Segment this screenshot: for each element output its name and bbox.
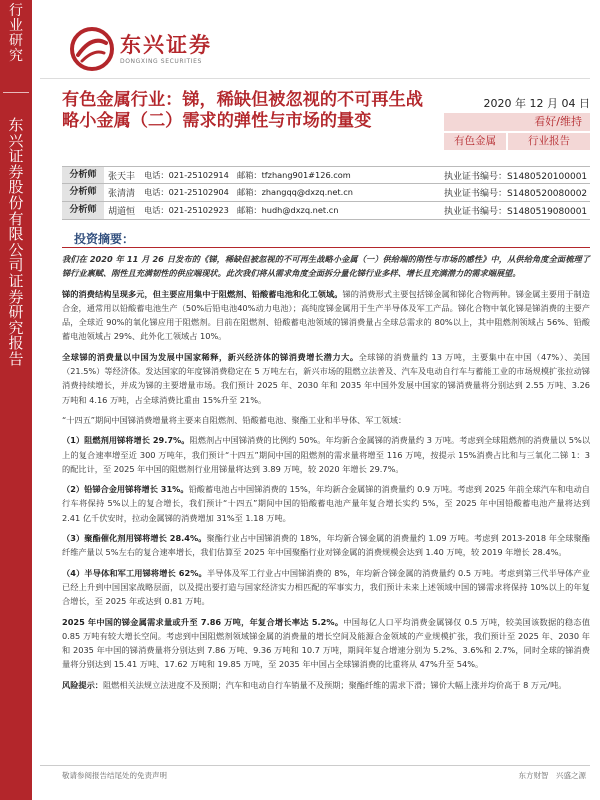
company-char: 东 — [8, 116, 24, 134]
company-char: 公 — [8, 240, 24, 259]
footer-disclaimer: 敬请参阅报告结尾处的免责声明 — [62, 771, 167, 780]
analyst-name: 张清清 — [108, 189, 136, 199]
paragraph-lead: 锑的消费结构呈现多元，但主要应用集中于阻燃剂、铅酸蓄电池和化工领域。 — [62, 288, 343, 299]
paragraph-text: 聚酯行业占中国锑消费的 18%，年均新合锑金属的消费量约 1.09 万吨。考虑到 2013-2018 年全球聚酯纤维产量以 5%左右的复合速率增长，我们估算至 2025 年中国聚酯行业对锑金属的消费规模会达到 1.40 万吨，较 2019 年增长 28.4%。 — [62, 533, 590, 558]
paragraph — [62, 433, 590, 476]
analyst-name: 张天丰 — [108, 171, 136, 182]
company-char: 兴 — [8, 131, 24, 150]
company-char: 份 — [8, 193, 24, 212]
category-char: 业 — [9, 18, 23, 34]
dongxing-logo-icon — [70, 27, 114, 71]
risk-paragraph — [62, 678, 590, 692]
report-type-tag: 行业报告 — [508, 133, 590, 150]
paragraph-lead: （3）聚酯催化剂用锑将增长 28.4%。 — [62, 533, 207, 544]
header-divider — [40, 78, 590, 79]
industry-tag: 有色金属 — [444, 133, 506, 150]
company-char: 报 — [8, 334, 24, 353]
paragraph — [62, 566, 590, 609]
paragraph-text: 阻燃相关法规立法进度不及预期；汽车和电动自行车销量不及预期；聚酯纤维的需求下滑；锑价大幅上涨并均价高于 8 万元/吨。 — [102, 679, 567, 690]
analyst-role: 分析师 — [62, 202, 104, 219]
summary-header — [62, 228, 590, 248]
category-char: 行 — [9, 3, 23, 19]
intro-paragraph: 我们在 2020 年 11 月 26 日发布的《锑，稀缺但被忽视的不可再生战略小金属（一）供给端的刚性与市场的感性》中，从供给角度全面梳理了锑行业禀赋、刚性且充满韧性的供应端现状。此次我们将从需求角度全面拆分量化锑行业多样、增长且充满潜力的需求端展望。 — [62, 254, 590, 279]
category-label — [0, 4, 32, 84]
company-char: 有 — [8, 209, 24, 228]
company-char: 股 — [8, 178, 24, 197]
analyst-cert: 执业证书编号：S1480520080002 — [444, 189, 588, 199]
paragraph: “十四五”期间中国锑消费增量将主要来自阻燃剂、铅酸蓄电池、聚酯工业和半导体、军工领域： — [62, 414, 407, 425]
analyst-cert: 执业证书编号：S1480519080001 — [444, 207, 588, 217]
company-logo — [70, 27, 212, 71]
logo-chinese-name: 东兴证券 — [120, 33, 212, 57]
paragraph-text: 半导体及军工行业占中国锑消费的 8%，年均新合锑金属的消费量约 0.5 万吨。考虑到第三代半导体产业已经上升到中国国家战略层面，以及提出要打造与国家经济实力相匹配的军事实力，我们预计未来上述领域中国的锑需求将保持 10%以上的年复合增长，至 2025 年或达到 0.81 万吨。 — [62, 567, 590, 607]
company-char: 证 — [8, 271, 24, 290]
report-meta — [444, 96, 590, 150]
company-char: 告 — [8, 349, 24, 368]
company-char: 券 — [8, 162, 24, 181]
report-title: 有色金属行业：锑，稀缺但被忽视的不可再生战略小金属（二）需求的弹性与市场的量变 — [62, 90, 423, 131]
paragraph-lead: （1）阻燃剂用锑将增长 29.7%。 — [62, 435, 190, 446]
category-char: 究 — [9, 48, 23, 64]
paragraph — [62, 287, 590, 344]
paragraph — [62, 531, 590, 560]
sidebar-divider — [3, 92, 29, 93]
category-char: 研 — [9, 33, 23, 49]
analyst-contact: 电话：021-25102914 邮箱：tfzhang901#126.com — [144, 169, 351, 180]
analyst-cert: 执业证书编号：S1480520100001 — [444, 171, 588, 182]
logo-english-name: DONGXING SECURITIES — [120, 58, 202, 65]
company-char: 究 — [8, 318, 24, 337]
analyst-role: 分析师 — [62, 184, 104, 201]
analyst-name: 胡道恒 — [108, 207, 136, 217]
paragraph — [62, 615, 590, 672]
paragraph-text: 全球锑的消费量约 13 万吨，主要集中在中国（47%）、美国（21.5%）等经济体。发达国家的年度锑消费稳定在 5 万吨左右，新兴市场的阻燃立法普及、汽车及电动自行车与蓄能工业的市场规模扩张拉动锑消费持续增长，并成为锑的主要增量市场。我们预计 2025 年、2030 年和 2035 年中国外发展中国家的锑消费量将分别达到 2.55 万吨、3.26 万吨和 4.16 万吨，占全球消费比重由 15%升至 21%。 — [62, 351, 590, 405]
company-char: 司 — [8, 256, 24, 275]
footer-slogan: 东方财智 兴盛之源 — [518, 771, 586, 780]
paragraph-text: 铅酸蓄电池占中国锑消费的 15%，年均新合金属锑的消费量约 0.9 万吨。考虑到 2025 年前全球汽车和电动自行车将保持 5%以上的复合增长，我们预计“十四五”期间中国的铅酸蓄电池产量年复合增长实约 5%，至 2025 年中国铅酸蓄电池产量将达到 2.41 亿千伏安时，拉动金属锑的消费增加 31%至 1.18 万吨。 — [62, 484, 590, 523]
rating-badge: 看好/维持 — [444, 113, 590, 131]
analyst-role: 分析师 — [62, 167, 104, 183]
paragraph-lead: 全球锑的消费量以中国为发展中国家稀释，新兴经济体的锑消费增长潜力大。 — [62, 351, 359, 362]
paragraph — [62, 482, 590, 525]
footer-divider — [40, 765, 590, 766]
sidebar — [0, 0, 32, 800]
company-char: 证 — [8, 147, 24, 166]
analyst-row — [62, 184, 590, 202]
analyst-contact: 电话：021-25102904 邮箱：zhangqq@dxzq.net.cn — [144, 187, 353, 197]
company-vertical-label — [0, 118, 32, 368]
company-char: 券 — [8, 287, 24, 306]
paragraph-text: 中国每亿人口平均消费金属锑仅 0.5 万吨，较美国该数据的稳态值 0.85 万吨有较大增长空间。考虑到中国阻燃剂领域锑金属的消费量的增长空间及能源合金领域的产业规模扩张，我们预计至 2025 年、2030 年和 2035 年中国的锑消费量将分别达到 7.86 万吨、9.36 万吨和 10.7 万吨，期间年复合增速分别为 5.2%、3.6%和 2.7%，同时全球的锑消费量将分别达到 15.41 万吨、17.62 万吨和 19.85 万吨，至 2035 年中国占全球锑消费的比重将从 47%升至 54%。 — [62, 616, 590, 670]
paragraph-lead: 2025 年中国的锑金属需求量或升至 7.86 万吨，年复合增长率达 5.2%。 — [62, 616, 344, 627]
summary-title: 投资摘要： — [74, 232, 135, 246]
analyst-contact: 电话：021-25102923 邮箱：hudh@dxzq.net.cn — [144, 205, 339, 215]
paragraph-text: 锑的消费形式主要包括锑金属和锑化合物两种。锑金属主要用于制造合金，通常用以铅酸蓄电池生产（50%后铅电池40%动力电池）；高纯度锑金属用于生产半导体及军工产品。锑化合物中氧化锑是锑消费的主要产品，全球近 90%的氧化锑应用于阻燃剂。目前在阻燃剂、铅酸蓄电池领域的锑消费量占全球总需求的 80%以上，其中阻燃剂领域占 56%、铅酸蓄电池领域占 29%、此外化工领域占 10%。 — [62, 288, 590, 342]
company-char: 研 — [8, 303, 24, 322]
company-char: 限 — [8, 225, 24, 244]
paragraph-text: 阻燃剂占中国锑消费的比例约 50%。年均新合金属锑的消费量约 3 万吨。考虑到全球阻燃剂的消费量以 5%以上的复合速率增至近 300 万吨年，我们预计“十四五”期间中国的阻燃剂的需求量将增至 116 万吨，按提示 15%消费占比和与三氧化二锑 1：3 的配比计，至 2025 年中国的阻燃剂行业用锑量将达到 3.89 万吨，较 2020 年增长 29.7%。 — [62, 435, 591, 474]
paragraph-lead: （2）铅锑合金用锑将增长 31%。 — [62, 484, 189, 495]
analyst-table — [62, 166, 590, 220]
paragraph — [62, 350, 590, 407]
summary-body — [62, 252, 590, 698]
report-date: 2020 年 12 月 04 日 — [483, 97, 590, 110]
analyst-row — [62, 202, 590, 220]
paragraph-lead: 风险提示： — [62, 679, 103, 690]
analyst-row — [62, 166, 590, 184]
paragraph-lead: （4）半导体和军工用锑将增长 62%。 — [62, 567, 207, 578]
